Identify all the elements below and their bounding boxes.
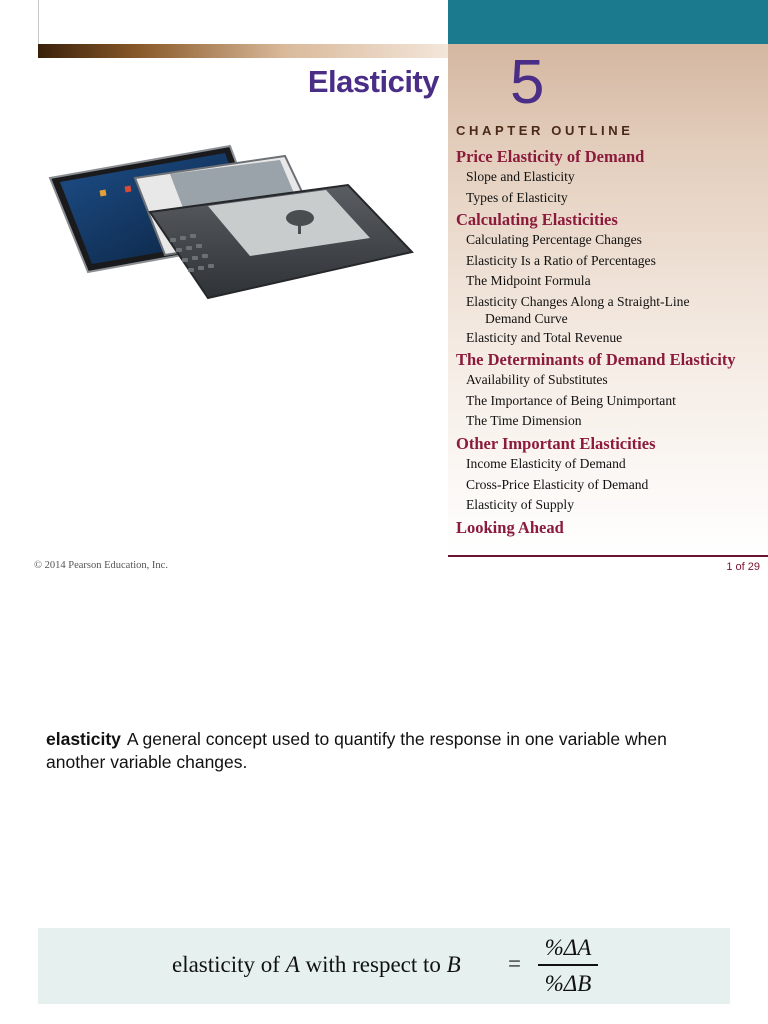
outline-item: Elasticity and Total Revenue — [466, 329, 623, 345]
outline-section — [456, 517, 761, 538]
header-teal-block — [448, 0, 768, 44]
definition-term: elasticity — [46, 729, 121, 749]
header-gradient-bar — [38, 44, 448, 58]
outline-item-text: Elasticity Changes Along a Straight-Line — [466, 293, 690, 309]
outline-item: Slope and Elasticity — [466, 169, 575, 184]
formula-prefix: elasticity of — [172, 952, 280, 977]
outline-item: Cross-Price Elasticity of Demand — [466, 476, 649, 492]
outline-item: Availability of Substitutes — [466, 372, 608, 388]
outline-section — [456, 209, 761, 348]
outline-section — [456, 433, 761, 516]
outline-item: Income Elasticity of Demand — [466, 455, 626, 471]
formula-box — [38, 928, 730, 1004]
footer-divider — [448, 555, 768, 557]
outline-item: The Midpoint Formula — [466, 273, 591, 289]
chapter-number: 5 — [510, 48, 545, 117]
outline-heading: CHAPTER OUTLINE — [456, 123, 634, 138]
chapter-outline — [456, 145, 761, 538]
fraction-bar — [538, 964, 598, 966]
formula-var-a: A — [285, 952, 300, 977]
top-divider — [38, 0, 39, 46]
outline-item: Elasticity of Supply — [466, 497, 574, 513]
formula-var-b: B — [446, 952, 461, 977]
section-title: Looking Ahead — [456, 517, 564, 537]
tablets-image — [30, 120, 450, 340]
outline-item: Calculating Percentage Changes — [466, 232, 642, 248]
section-title: Other Important Elasticities — [456, 433, 656, 453]
formula-numerator: %ΔA — [544, 935, 592, 960]
chapter-title: Elasticity — [307, 64, 439, 99]
outline-section — [456, 349, 761, 432]
copyright-notice: © 2014 Pearson Education, Inc. — [34, 560, 168, 571]
page-number: 1 of 29 — [726, 561, 760, 573]
section-title: The Determinants of Demand Elasticity — [456, 350, 736, 370]
outline-section — [456, 146, 761, 208]
outline-item-continuation: Demand Curve — [485, 310, 568, 326]
definition-text — [46, 728, 726, 774]
section-title: Price Elasticity of Demand — [456, 147, 645, 166]
outline-item: Types of Elasticity — [466, 189, 568, 205]
formula-fraction — [538, 934, 598, 998]
outline-item: The Time Dimension — [466, 413, 582, 429]
section-title: Calculating Elasticities — [456, 210, 618, 230]
formula-equals: = — [508, 951, 521, 976]
outline-item — [466, 292, 761, 328]
formula-left-side — [172, 952, 461, 978]
outline-item: Elasticity Is a Ratio of Percentages — [466, 252, 656, 268]
outline-item: The Importance of Being Unimportant — [466, 392, 676, 408]
formula-middle: with respect to — [305, 952, 441, 977]
definition-body: A general concept used to quantify the response in one variable when another variable changes. — [46, 729, 667, 772]
formula-denominator: %ΔB — [544, 970, 592, 996]
